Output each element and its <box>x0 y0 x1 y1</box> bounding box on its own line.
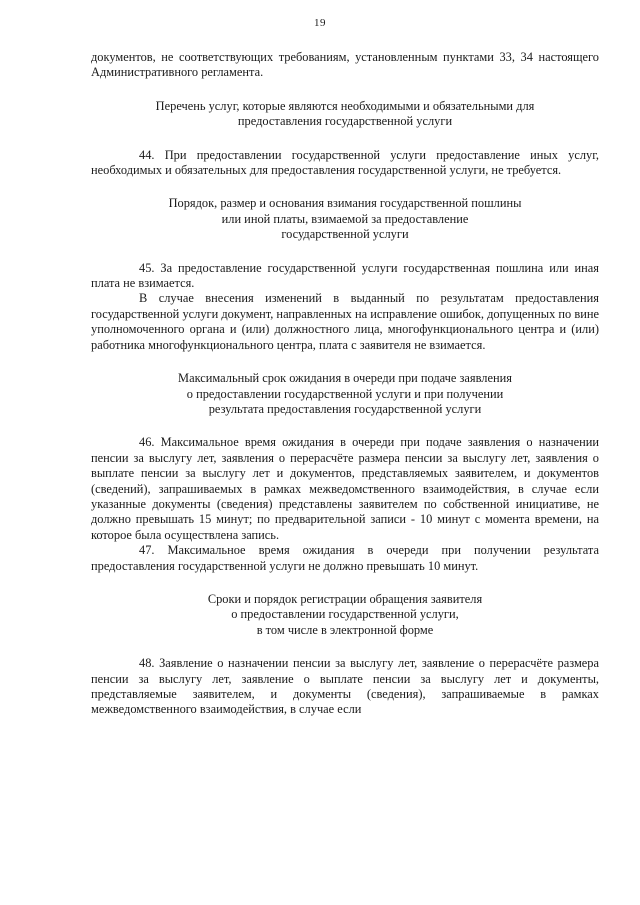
page-number: 19 <box>314 17 326 29</box>
heading-line: государственной услуги <box>281 227 409 242</box>
section-heading-related-services <box>91 99 599 130</box>
paragraph-44: 44. При предоставлении государственной услуги предоставление иных услуг, необходимых и обязательных для предоставления государственной услуги, не требуется. <box>91 147 599 178</box>
section-heading-registration <box>91 592 599 638</box>
heading-line: Перечень услуг, которые являются необходимыми и обязательными для <box>155 98 535 113</box>
paragraph-45: 45. За предоставление государственной услуги государственная пошлина или иная плата не взимается. <box>91 260 599 291</box>
heading-line: о предоставлении государственной услуги, <box>231 607 459 622</box>
document-body <box>91 50 599 718</box>
heading-line: Сроки и порядок регистрации обращения заявителя <box>207 591 483 606</box>
heading-line: Максимальный срок ожидания в очереди при подаче заявления <box>178 371 512 386</box>
paragraph-47: 47. Максимальное время ожидания в очереди при получении результата предоставления государственной услуги не должно превышать 10 минут. <box>91 543 599 573</box>
paragraph-48: 48. Заявление о назначении пенсии за выслугу лет, заявление о перерасчёте размера пенсии за выслугу лет, заявление о выплате пенсии за выслугу лет и документы, представляемые заявителем, и документы (сведения), запрашиваемые в рамках межведомственного взаимодействия, в случае если <box>91 656 599 717</box>
heading-line: или иной платы, взимаемой за предоставление <box>221 211 469 226</box>
heading-line: предоставления государственной услуги <box>237 114 453 129</box>
paragraph-continuation: документов, не соответствующих требованиям, установленным пунктами 33, 34 настоящего Административного регламента. <box>91 50 599 80</box>
heading-line: Порядок, размер и основания взимания государственной пошлины <box>168 196 522 211</box>
heading-line: результата предоставления государственной услуги <box>208 401 482 416</box>
paragraph-46: 46. Максимальное время ожидания в очереди при подаче заявления о назначении пенсии за выслугу лет, заявления о перерасчёте размера пенсии за выслугу лет, заявления о выплате пенсии за выслугу лет и документов, представляемых заявителем, и документов (сведений), запрашиваемых в рамках межведомственного взаимодействия, в случае если указанные документы (сведения) представлены заявителем по собственной инициативе, не должно превышать 15 минут; по предварительной записи - 10 минут с момента времени, на которое была осуществлена запись. <box>91 435 599 542</box>
section-heading-fees <box>91 196 599 242</box>
heading-line: о предоставлении государственной услуги и при получении <box>186 386 504 401</box>
paragraph-45-continued: В случае внесения изменений в выданный по результатам предоставления государственной услуги документ, направленных на исправление ошибок, допущенных по вине уполномоченного органа и (или) должностного лица, многофункционального центра и (или) работника многофункционального центра, плата с заявителя не взимается. <box>91 291 599 352</box>
section-heading-queue-time <box>91 371 599 417</box>
heading-line: в том числе в электронной форме <box>256 622 434 637</box>
